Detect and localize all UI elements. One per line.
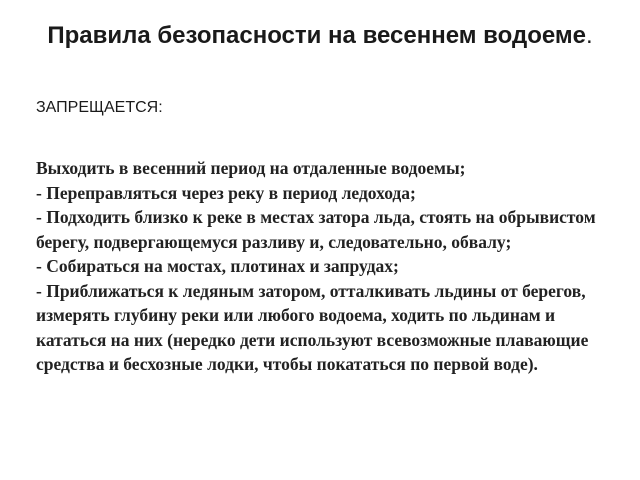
rule-item: - Переправляться через реку в период ледохода; — [36, 182, 416, 203]
rule-item: - Приближаться к ледяным затором, отталкивать льдины от берегов, измерять глубину реки или любого водоема, ходить по льдинам и кататься на них (нередко дети используют всевозможные плавающие средства и бесхозные лодки, чтобы покататься по первой воде). — [36, 280, 589, 374]
rule-item: Выходить в весенний период на отдаленные водоемы; — [36, 158, 466, 178]
rule-item: - Подходить близко к реке в местах затора льда, стоять на обрывистом берегу, подвергающемуся разливу и, следовательно, обвалу; — [36, 207, 596, 252]
rule-item: - Собираться на мостах, плотинах и запрудах; — [36, 256, 399, 276]
prohibited-heading: ЗАПРЕЩАЕТСЯ: — [36, 99, 163, 116]
slide-title-text: Правила безопасности на весеннем водоеме — [47, 22, 586, 49]
slide-title-period: . — [586, 22, 593, 49]
slide-title — [40, 18, 600, 54]
rules-list — [36, 156, 621, 377]
